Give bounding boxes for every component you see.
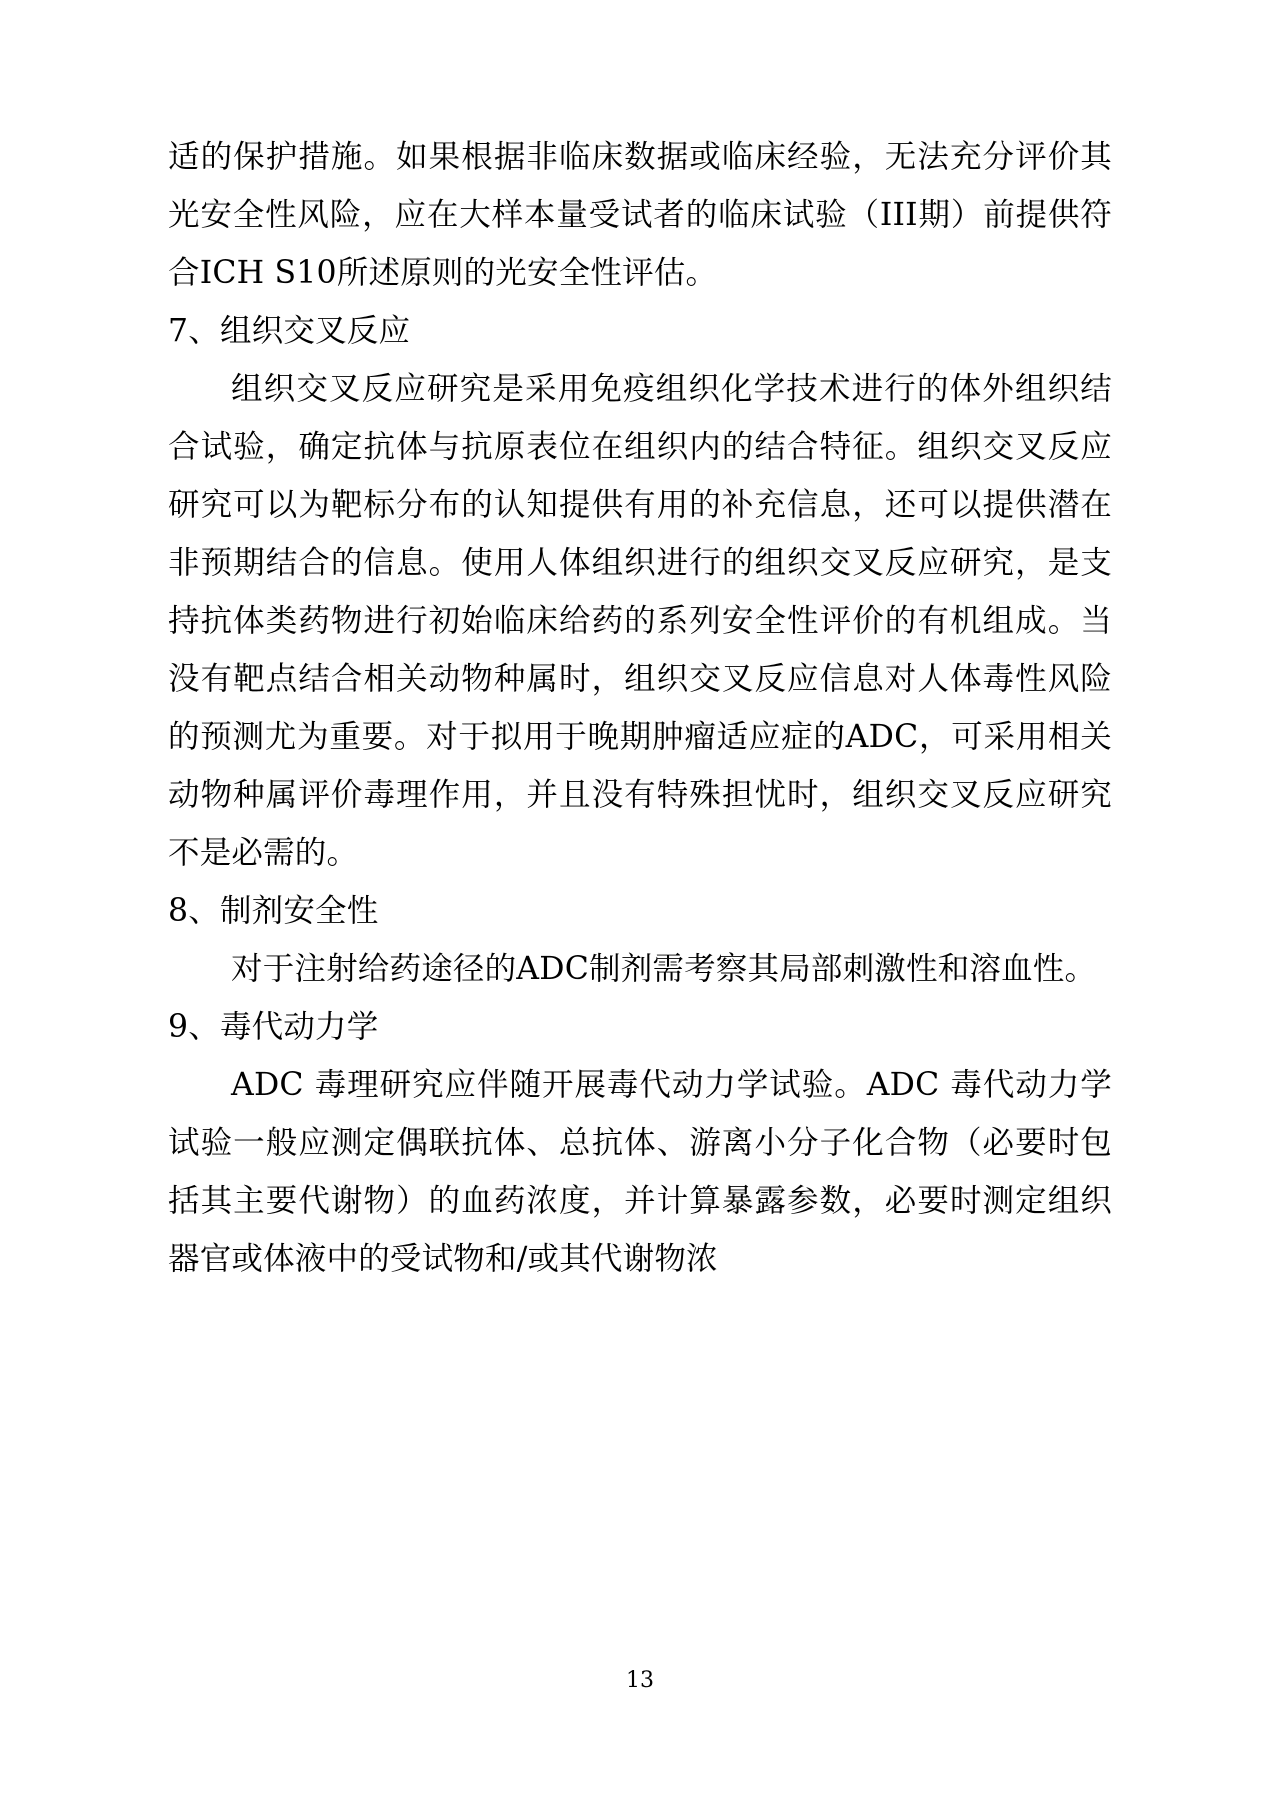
- section-8: [168, 882, 1112, 998]
- paragraph-9-body: ADC 毒理研究应伴随开展毒代动力学试验。ADC 毒代动力学试验一般应测定偶联抗体、总抗体、游离小分子化合物（必要时包括其主要代谢物）的血药浓度，并计算暴露参数，必要时测定组织器官或体液中的受试物和/或其代谢物浓: [168, 1067, 1112, 1277]
- paragraph-block: [168, 128, 1112, 302]
- section-7: [168, 302, 1112, 882]
- heading-8-formulation-safety: 8、制剂安全性: [168, 893, 379, 929]
- paragraph-7-body: 组织交叉反应研究是采用免疫组织化学技术进行的体外组织结合试验，确定抗体与抗原表位在组织内的结合特征。组织交叉反应研究可以为靶标分布的认知提供有用的补充信息，还可以提供潜在非预期结合的信息。使用人体组织进行的组织交叉反应研究，是支持抗体类药物进行初始临床给药的系列安全性评价的有机组成。当没有靶点结合相关动物种属时，组织交叉反应信息对人体毒性风险的预测尤为重要。对于拟用于晚期肿瘤适应症的ADC，可采用相关动物种属评价毒理作用，并且没有特殊担忧时，组织交叉反应研究不是必需的。: [168, 371, 1112, 871]
- paragraph-8-body: 对于注射给药途径的ADC制剂需考察其局部刺激性和溶血性。: [231, 951, 1097, 987]
- paragraph-continued: 适的保护措施。如果根据非临床数据或临床经验，无法充分评价其光安全性风险，应在大样本量受试者的临床试验（III期）前提供符合ICH S10所述原则的光安全性评估。: [168, 139, 1112, 291]
- page-content: [168, 128, 1112, 1288]
- heading-7-tissue-cross-reactivity: 7、组织交叉反应: [168, 313, 411, 349]
- page-number: 13: [626, 1668, 654, 1693]
- section-9: [168, 998, 1112, 1288]
- heading-9-toxicokinetics: 9、毒代动力学: [168, 1009, 379, 1045]
